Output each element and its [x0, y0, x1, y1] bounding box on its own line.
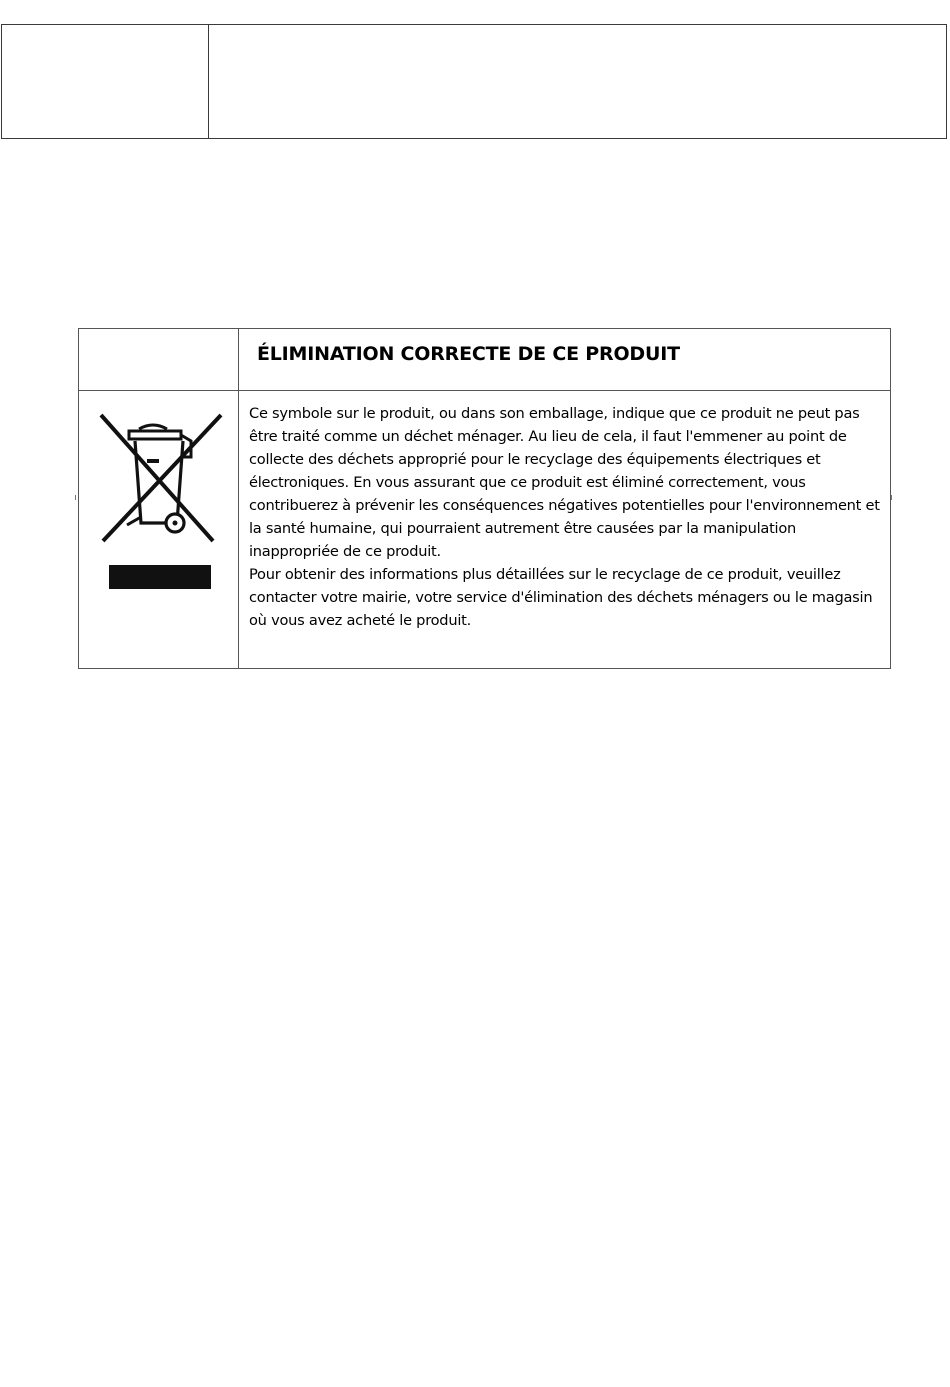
disposal-notice-table [78, 328, 891, 669]
notice-paragraph-1: Ce symbole sur le produit, ou dans son emballage, indique que ce produit ne peut pas être traité comme un déchet ménager. Au lieu de cela, il faut l'emmener au point de collecte des déchets approprié pour le recyclage des équipements électriques et électroniques. En vous assurant que ce produit est éliminé correctement, vous contribuerez à prévenir les conséquences négatives potentielles pour l'environnement et la santé humaine, qui pourraient autrement être causées par la manipulation inappropriée de ce produit. [249, 405, 880, 560]
edge-mark-right [891, 495, 892, 500]
edge-mark-left [75, 495, 76, 500]
top-table-right-cell [209, 25, 946, 138]
notice-body [249, 402, 881, 632]
weee-crossed-out-bin-icon [95, 411, 223, 597]
top-table-left-cell [2, 25, 209, 138]
notice-paragraph-2: Pour obtenir des informations plus détaillées sur le recyclage de ce produit, veuillez contacter votre mairie, votre service d'élimination des déchets ménagers ou le magasin où vous avez acheté le produit. [249, 566, 873, 629]
notice-column-divider [238, 329, 239, 668]
top-table-fragment [1, 24, 947, 139]
notice-title: ÉLIMINATION CORRECTE DE CE PRODUIT [257, 343, 680, 365]
